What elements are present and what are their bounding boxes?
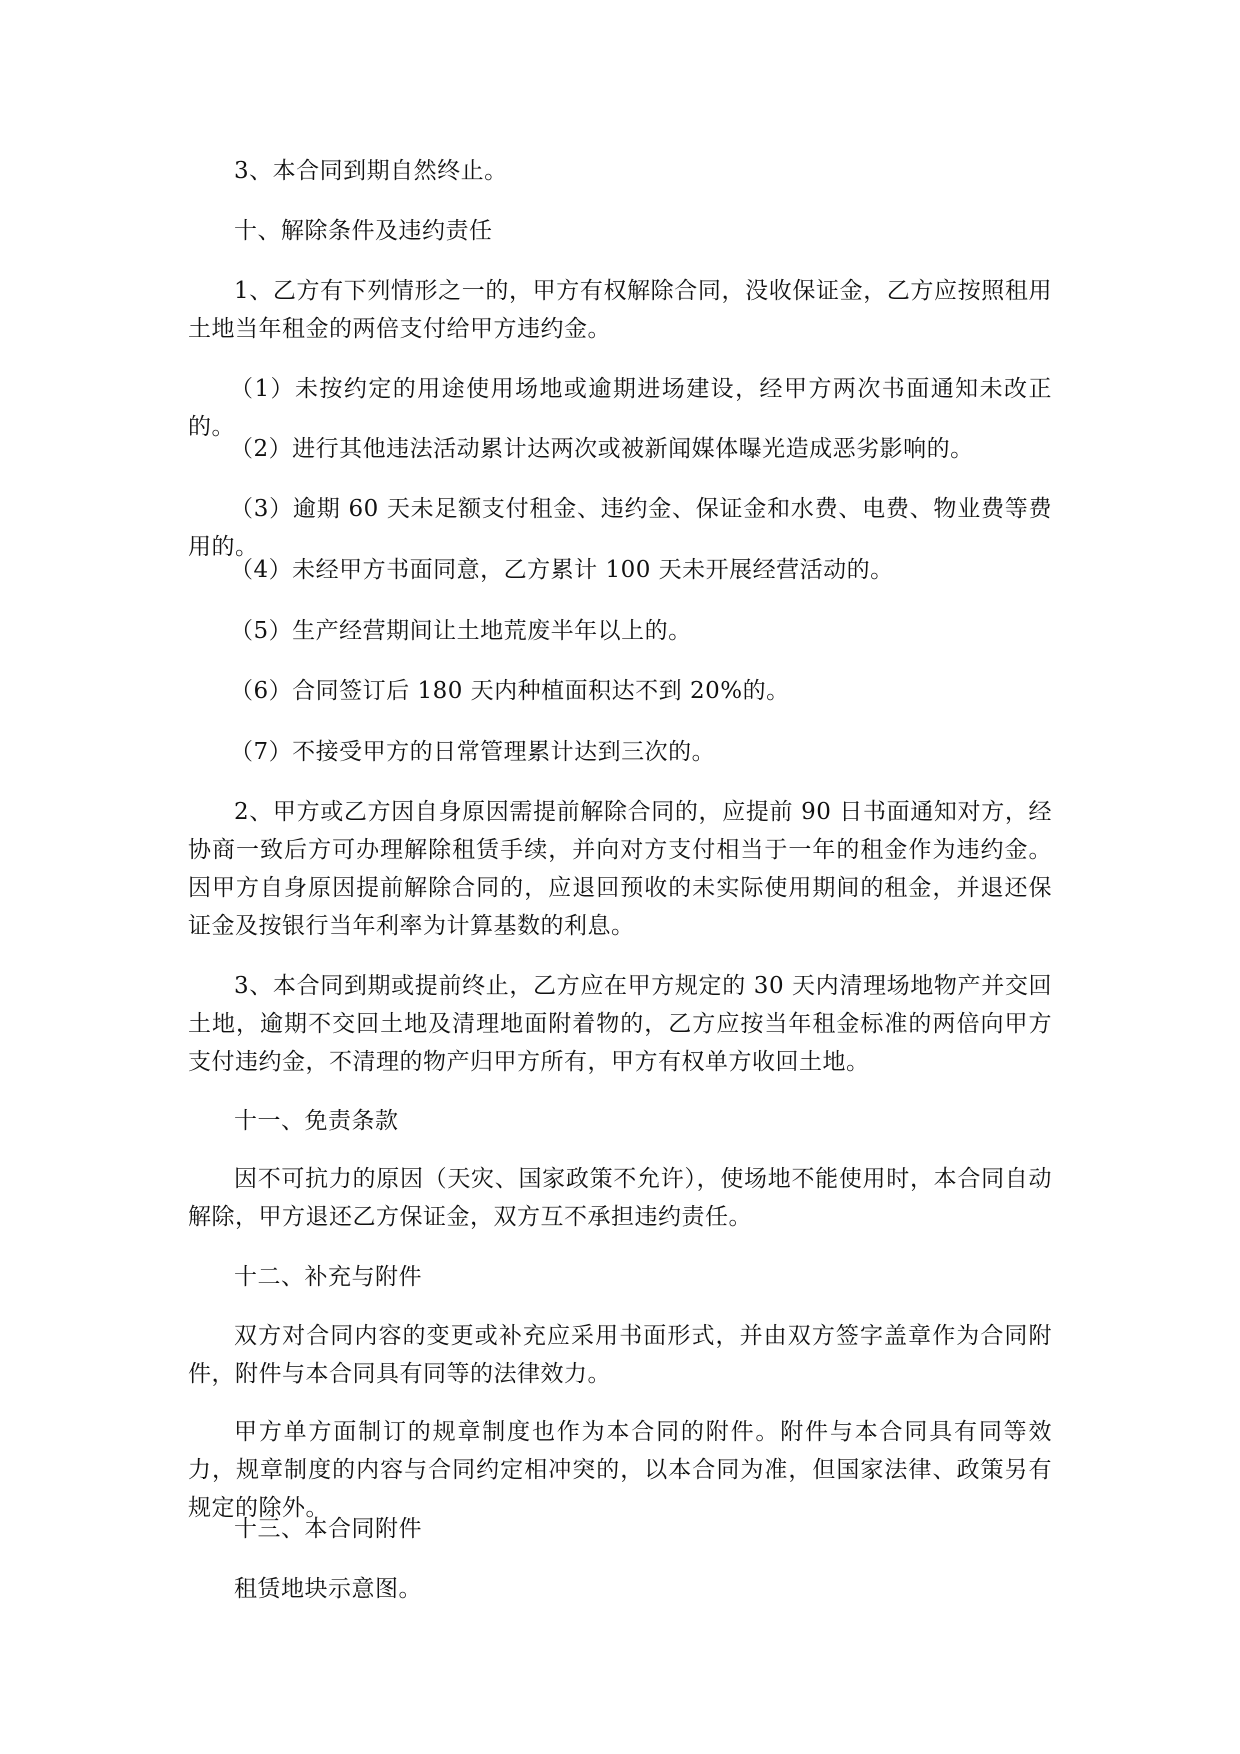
- section-heading-12: 十二、补充与附件: [234, 1264, 422, 1290]
- section-heading-10: 十、解除条件及违约责任: [234, 218, 493, 244]
- list-item-2: （2）进行其他违法活动累计达两次或被新闻媒体曝光造成恶劣影响的。: [230, 436, 974, 462]
- list-item-4: （4）未经甲方书面同意，乙方累计 100 天未开展经营活动的。: [230, 557, 894, 583]
- list-item-7: （7）不接受甲方的日常管理累计达到三次的。: [230, 739, 716, 765]
- paragraph-termination-2: 2、甲方或乙方因自身原因需提前解除合同的，应提前 90 日书面通知对方，经协商一致后方可办理解除租赁手续，并向对方支付相当于一年的租金作为违约金。因甲方自身原因提前解除合同的，应退回预收的未实际使用期间的租金，并退还保证金及按银行当年利率为计算基数的利息。: [188, 799, 1052, 939]
- paragraph-force-majeure: 因不可抗力的原因（天灾、国家政策不允许），使场地不能使用时，本合同自动解除，甲方退还乙方保证金，双方互不承担违约责任。: [188, 1166, 1052, 1230]
- paragraph-supplement: 双方对合同内容的变更或补充应采用书面形式，并由双方签字盖章作为合同附件，附件与本合同具有同等的法律效力。: [188, 1323, 1052, 1387]
- list-item-3: （3）逾期 60 天未足额支付租金、违约金、保证金和水费、电费、物业费等费用的。: [188, 496, 1052, 560]
- paragraph-contract-expiry: 3、本合同到期自然终止。: [234, 158, 508, 184]
- paragraph-party-a-rules: 甲方单方面制订的规章制度也作为本合同的附件。附件与本合同具有同等效力，规章制度的内容与合同约定相冲突的，以本合同为准，但国家法律、政策另有规定的除外。: [188, 1419, 1052, 1521]
- list-item-1: （1）未按约定的用途使用场地或逾期进场建设，经甲方两次书面通知未改正的。: [188, 376, 1052, 440]
- paragraph-attachment: 租赁地块示意图。: [234, 1576, 422, 1602]
- list-item-6: （6）合同签订后 180 天内种植面积达不到 20%的。: [230, 678, 790, 704]
- paragraph-termination-3: 3、本合同到期或提前终止，乙方应在甲方规定的 30 天内清理场地物产并交回土地，逾期不交回土地及清理地面附着物的，乙方应按当年租金标准的两倍向甲方支付违约金，不清理的物产归甲方所有，甲方有权单方收回土地。: [188, 973, 1052, 1075]
- section-heading-11: 十一、免责条款: [234, 1108, 399, 1134]
- paragraph-termination-1: 1、乙方有下列情形之一的，甲方有权解除合同，没收保证金，乙方应按照租用土地当年租金的两倍支付给甲方违约金。: [188, 278, 1052, 342]
- section-heading-13: 十三、本合同附件: [234, 1516, 422, 1542]
- list-item-5: （5）生产经营期间让土地荒废半年以上的。: [230, 618, 692, 644]
